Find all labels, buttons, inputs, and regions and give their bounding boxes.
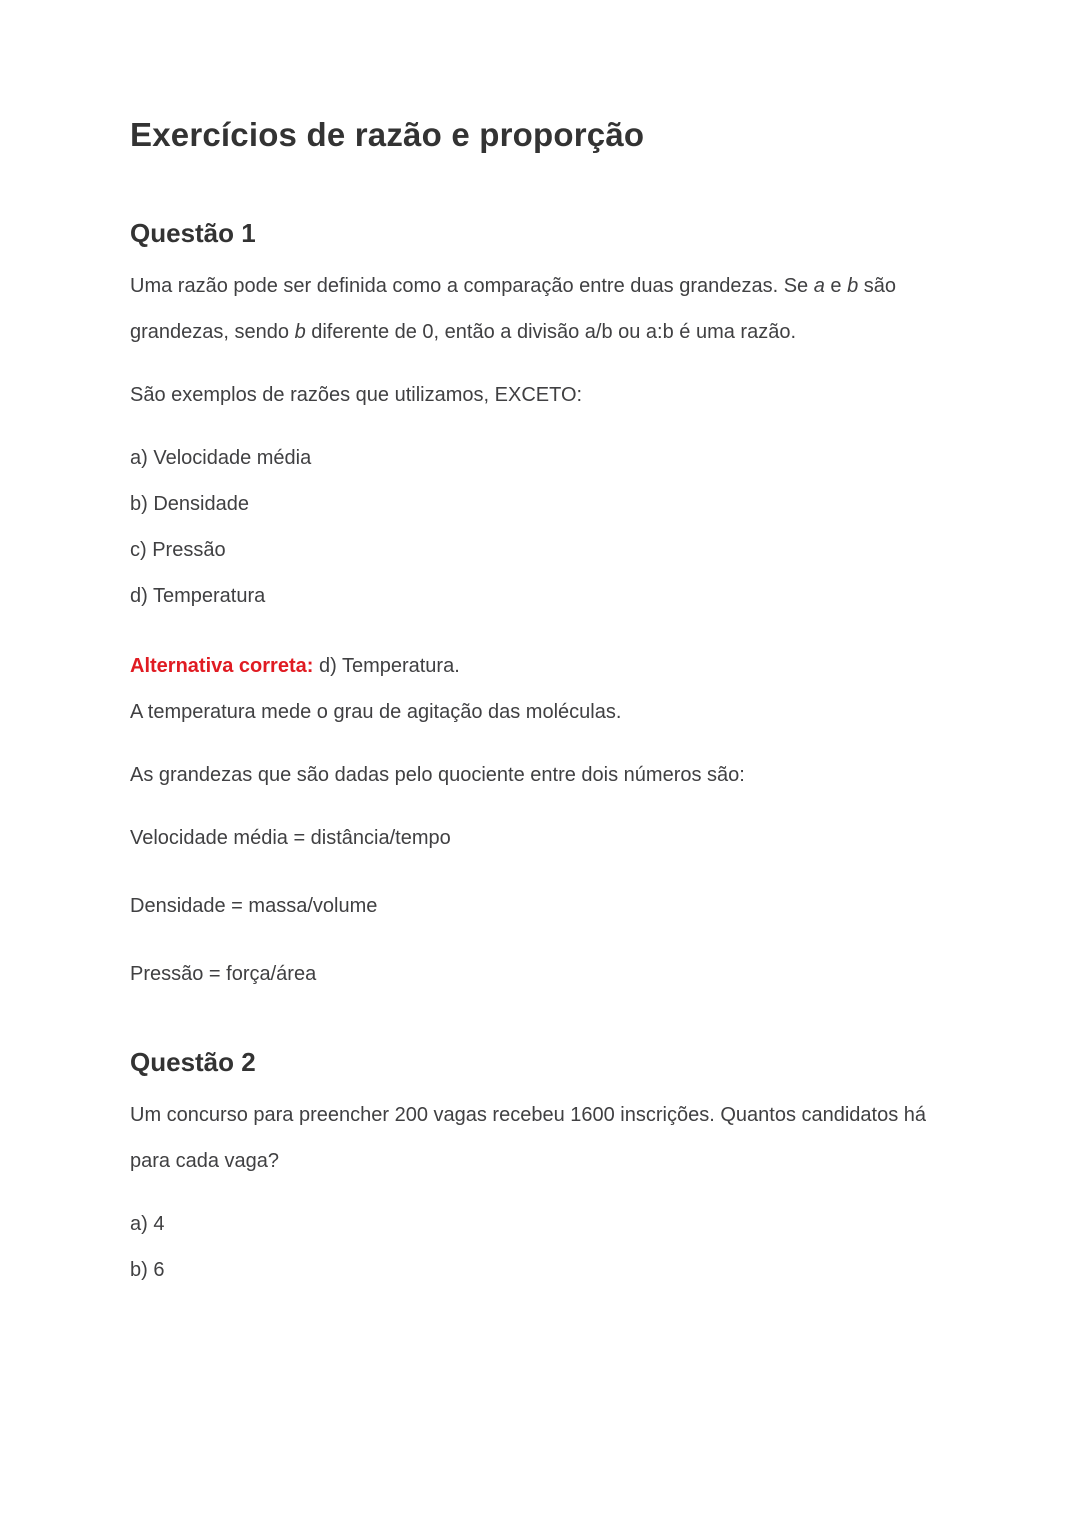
intro-text-3: são grandezas, sendo <box>130 275 897 343</box>
answer-label: Alternativa correta: <box>130 655 314 677</box>
answer-line <box>130 643 950 689</box>
question-1-answer <box>130 643 950 735</box>
intro-text-1: Uma razão pode ser definida como a comparação entre duas grandezas. Se <box>130 275 814 297</box>
variable-a: a <box>813 275 825 297</box>
question-1-options <box>130 435 950 619</box>
formula-velocidade: Velocidade média = distância/tempo <box>130 827 451 849</box>
formula-pressao: Pressão = força/área <box>130 963 317 985</box>
option-a: a) Velocidade média <box>130 447 312 469</box>
answer-explanation: A temperatura mede o grau de agitação das moléculas. <box>130 701 622 723</box>
intro-text-4: diferente de 0, então a divisão a/b ou a:b é uma razão. <box>305 321 797 343</box>
question-1-followup: As grandezas que são dadas pelo quociente entre dois números são: <box>130 764 745 786</box>
question-2-options <box>130 1201 950 1293</box>
variable-b-2: b <box>294 321 306 343</box>
option-c: c) Pressão <box>130 539 226 561</box>
option-d: d) Temperatura <box>130 585 266 607</box>
option-b: b) 6 <box>130 1259 165 1281</box>
page-title: Exercícios de razão e proporção <box>130 116 645 153</box>
question-1-prompt: São exemplos de razões que utilizamos, EXCETO: <box>130 384 583 406</box>
intro-text-2: e <box>824 275 848 297</box>
option-b: b) Densidade <box>130 493 249 515</box>
option-a: a) 4 <box>130 1213 165 1235</box>
question-2-heading: Questão 2 <box>130 1047 256 1077</box>
formula-densidade: Densidade = massa/volume <box>130 895 378 917</box>
question-1-heading: Questão 1 <box>130 218 256 248</box>
answer-value: d) Temperatura. <box>313 655 460 677</box>
question-1-intro <box>130 263 950 355</box>
question-1-section <box>130 218 950 997</box>
variable-b: b <box>847 275 859 297</box>
question-2-section <box>130 1047 950 1293</box>
question-2-body: Um concurso para preencher 200 vagas recebeu 1600 inscrições. Quantos candidatos há para cada vaga? <box>130 1104 927 1172</box>
